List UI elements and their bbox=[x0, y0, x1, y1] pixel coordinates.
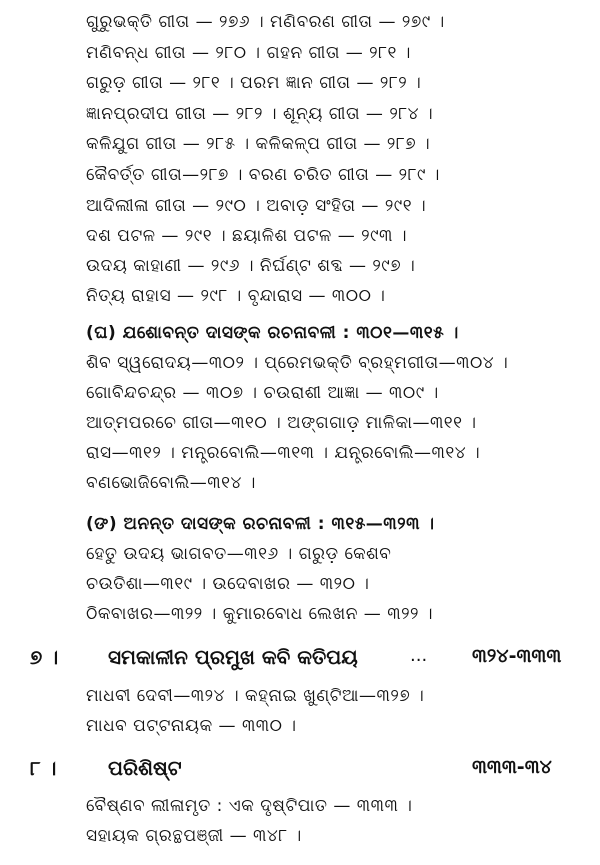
chapter-7-dots: ... bbox=[410, 645, 428, 666]
section-heading-ananta: (ଙ) ଅନନ୍ତ ଦାସଙ୍କ ରଚନାବଳୀ : ୩୧୫—୩୨୩ । bbox=[86, 514, 435, 534]
toc-entry: ଗୁରୁଭକ୍ତି ଗୀତା — ୨୭୬ । ମଣିବରଣ ଗୀତା — ୨୭୯ । bbox=[86, 12, 445, 32]
toc-entry: କଳିଯୁଗ ଗୀତା — ୨୮୫ । କଳିକଳ୍ପ ଗୀତା — ୨୮୭ । bbox=[86, 134, 431, 154]
section-heading-yashobanta: (ଘ) ଯଶୋବନ୍ତ ଦାସଙ୍କ ରଚନାବଳୀ : ୩୦୧—୩୧୫ । bbox=[86, 323, 459, 343]
toc-entry: ସହାୟକ ଗ୍ରନ୍ଥପଞ୍ଜୀ — ୩୪୮ । bbox=[86, 826, 302, 846]
toc-entry: ଠିକବାଖର—୩୨୨ । କୁମାରବୋଧ ଲେଖନ — ୩୨୨ । bbox=[86, 604, 434, 624]
toc-entry: ଦଶ ପଟଳ — ୨୯୧ । ଛୟାଳିଶ ପଟଳ — ୨୯୩ । bbox=[86, 226, 407, 246]
toc-entry: ଆତ୍ମପରଚେ ଗୀତା—୩୧୦ । ଅଙ୍ଗଗାଡ଼ ମାଳିକା—୩୧୧ । bbox=[86, 413, 477, 433]
toc-entry: ହେତୁ ଉଦୟ ଭାଗବତ—୩୧୬ । ଗରୁଡ଼ କେଶବ bbox=[86, 544, 392, 564]
toc-entry: ମଣିବନ୍ଧ ଗୀତା — ୨୮୦ । ଗହନ ଗୀତା — ୨୮୧ । bbox=[86, 43, 411, 63]
toc-entry: ମାଧବୀ ଦେବୀ—୩୨୪ । କହ୍ନାଇ ଖୁଣ୍ଟିଆ—୩୨୭ । bbox=[86, 686, 425, 706]
toc-entry: ରାସ—୩୧୨ । ମନ୍ତ୍ରବୋଲି—୩୧୩ । ଯନ୍ତ୍ରବୋଲି—୩୧୪ । bbox=[86, 443, 481, 463]
toc-entry: ଚଉତିଶା—୩୧୯ । ଉଦେବାଖର — ୩୨୦ । bbox=[86, 574, 370, 594]
toc-entry: ନିତ୍ୟ ରାହାସ — ୨୯୮ । ବୃନ୍ଦାରାସ — ୩୦୦ । bbox=[86, 286, 386, 306]
toc-entry: ବୈଷ୍ଣବ ଲୀଳାମୃତ : ଏକ ଦୃଷ୍ଟିପାତ — ୩୩୩ । bbox=[86, 796, 413, 816]
toc-entry: କୈବର୍ତ୍ତ ଗୀତା—୨୮୭ । ବରଣ ଚରିତ ଗୀତା — ୨୮୯ । bbox=[86, 165, 440, 185]
chapter-8-pages: ୩୩୩-୩୪ bbox=[472, 756, 552, 778]
toc-entry: ଆଦିଲୀଳା ଗୀତା — ୨୯୦ । ଅବାଡ଼ ସଂହିତା — ୨୯୧ । bbox=[86, 196, 427, 216]
chapter-7-title: ସମକାଳୀନ ପ୍ରମୁଖ କବି କତିପୟ bbox=[108, 645, 358, 669]
toc-entry: ବଣଭୋଜିବୋଲି—୩୧୪ । bbox=[86, 473, 256, 493]
toc-entry: ଜ୍ଞାନପ୍ରଦୀପ ଗୀତା — ୨୮୨ । ଶୂନ୍ୟ ଗୀତା — ୨୮୪ । bbox=[86, 104, 434, 124]
toc-entry: ଗରୁଡ଼ ଗୀତା — ୨୮୧ । ପରମ ଜ୍ଞାନ ଗୀତା — ୨୮୨ । bbox=[86, 73, 422, 93]
toc-entry: ଗୋବିନ୍ଦଚନ୍ଦ୍ର — ୩୦୭ । ଚଉରାଶୀ ଆଜ୍ଞା — ୩୦୯ । bbox=[86, 383, 439, 403]
toc-entry: ଉଦୟ କାହାଣୀ — ୨୯୬ । ନିର୍ଘଣ୍ଟ ଶବ୍ଦ — ୨୯୭ । bbox=[86, 256, 416, 276]
chapter-7-number: ୭ । bbox=[30, 645, 59, 669]
chapter-8-number: ୮ । bbox=[30, 756, 57, 780]
toc-entry: ଶିବ ସ୍ୱରୋଦୟ—୩୦୨ । ପ୍ରେମଭକ୍ତି ବ୍ରହ୍ମଗୀତା—୩୦୪ । bbox=[86, 353, 509, 373]
chapter-8-title: ପରିଶିଷ୍ଟ bbox=[108, 756, 182, 780]
chapter-7-pages: ୩୨୪-୩୩୩ bbox=[472, 645, 562, 667]
toc-entry: ମାଧବ ପଟ୍ଟନାୟକ — ୩୩୦ । bbox=[86, 716, 297, 736]
